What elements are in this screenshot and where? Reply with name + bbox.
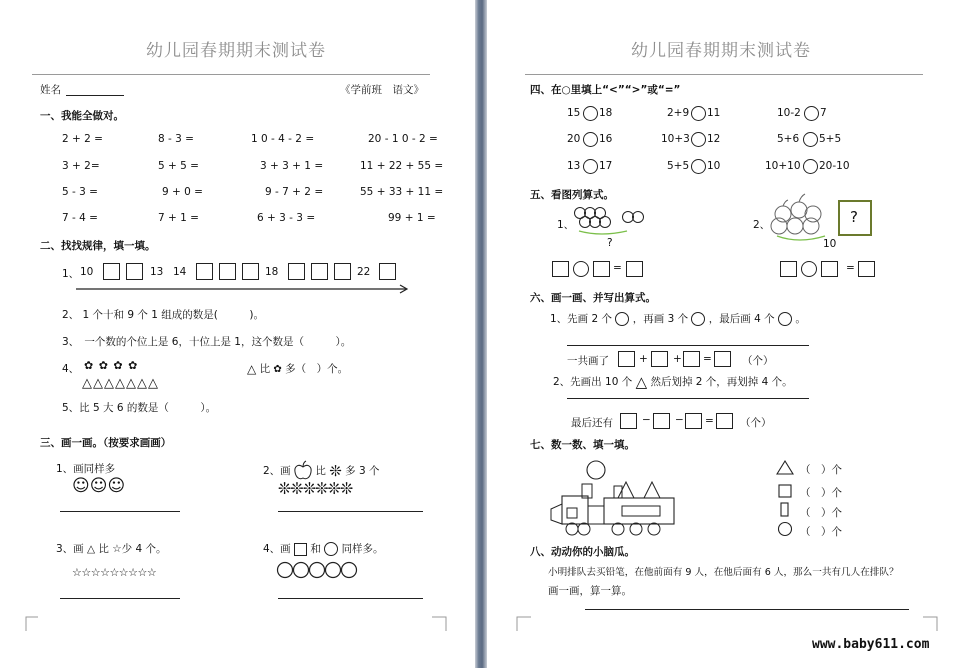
rest-label: 最后还有	[571, 417, 613, 429]
answer-box[interactable]	[714, 351, 731, 367]
section-5-heading: 五、看图列算式。	[530, 189, 614, 201]
compare-word: 比	[259, 363, 271, 375]
draw-task-1-text: 1、先画 2 个	[550, 313, 613, 325]
plus-sign: +	[673, 353, 682, 365]
sun-icon: ❊	[329, 462, 342, 480]
flower-row: ✿ ✿ ✿ ✿	[84, 359, 139, 372]
section-2-heading: 二、找找规律，填一填。	[40, 240, 156, 252]
square-icon	[778, 484, 792, 498]
draw-question-2	[263, 461, 380, 481]
equals-sign: =	[846, 262, 855, 274]
compare-right: 10	[707, 160, 721, 172]
math-item: 5 - 3 =	[62, 186, 98, 198]
answer-box[interactable]	[780, 261, 797, 277]
answer-box[interactable]	[552, 261, 569, 277]
compare-left: 10+3	[661, 133, 690, 145]
star-row: ☆☆☆☆☆☆☆☆☆	[72, 566, 157, 579]
minus-sign: −	[675, 414, 684, 426]
draw-task-1-text: ，再画 3 个	[632, 313, 689, 325]
draw-q4-and: 和	[310, 543, 321, 555]
class-info: 《学前班 语文》	[340, 84, 424, 96]
mystery-box	[838, 200, 872, 236]
equals-sign: =	[613, 262, 622, 274]
draw-question-4	[263, 541, 384, 556]
math-item: 11 + 22 + 55 =	[360, 160, 444, 172]
answer-box[interactable]	[626, 261, 643, 277]
answer-line	[567, 398, 809, 399]
answer-box[interactable]	[379, 263, 396, 280]
compare-circle[interactable]	[804, 106, 819, 121]
answer-box[interactable]	[685, 413, 702, 429]
name-blank	[66, 95, 124, 96]
compare-left: 2+9	[667, 107, 690, 119]
draw-question-3: 3、画 △ 比 ☆少 4 个。	[56, 543, 167, 555]
answer-box[interactable]	[196, 263, 213, 280]
compare-left: 20	[567, 133, 581, 145]
compare-circle[interactable]	[691, 159, 706, 174]
word-problem: 小明排队去买铅笔，在他前面有 9 人，在他后面有 6 人，那么一共有几人在排队？	[548, 567, 899, 578]
page-corner-mark	[923, 617, 935, 629]
math-item: 5 + 5 =	[158, 160, 199, 172]
unit-label: （个）	[740, 417, 772, 429]
draw-q2-compare: 比	[315, 465, 326, 477]
page-corner-mark	[432, 617, 444, 629]
answer-box[interactable]	[683, 351, 700, 367]
math-item: 8 - 3 =	[158, 133, 194, 145]
answer-box[interactable]	[858, 261, 875, 277]
sequence-number: 18	[265, 266, 279, 278]
answer-box[interactable]	[618, 351, 635, 367]
plus-sign: +	[639, 353, 648, 365]
answer-box[interactable]	[593, 261, 610, 277]
apple-icon	[294, 461, 312, 481]
draw-q2-text: 2、画	[263, 465, 291, 477]
unit-label: （个）	[742, 355, 774, 367]
compare-left: 15	[567, 107, 581, 119]
answer-line	[278, 511, 423, 512]
equals-sign: =	[703, 353, 712, 365]
sequence-number: 22	[357, 266, 371, 278]
smiley-row: ☺☺☺	[72, 476, 126, 496]
sun-row: ❊❊❊❊❊❊	[278, 479, 353, 498]
compare-right: 20-10	[819, 160, 850, 172]
answer-box[interactable]	[821, 261, 838, 277]
number-line-arrow	[76, 284, 412, 294]
compare-circle[interactable]	[583, 132, 598, 147]
word-problem-hint: 画一画，算一算。	[548, 585, 632, 597]
operator-circle[interactable]	[573, 261, 589, 277]
draw-task-1	[550, 311, 806, 326]
math-item: 9 - 7 + 2 =	[265, 186, 324, 198]
question-3: 3、 一个数的个位上是 6，十位上是 1，这个数是（ ）。	[62, 336, 352, 348]
answer-box[interactable]	[653, 413, 670, 429]
answer-box[interactable]	[126, 263, 143, 280]
math-item: 3 + 3 + 1 =	[260, 160, 324, 172]
train-figure	[550, 460, 680, 540]
math-item: 2 + 2 =	[62, 133, 103, 145]
answer-box[interactable]	[716, 413, 733, 429]
compare-right: 11	[707, 107, 721, 119]
section-1-heading: 一、我能全做对。	[40, 110, 124, 122]
compare-right: 18	[599, 107, 613, 119]
circle-row	[276, 561, 358, 579]
page-corner-mark	[26, 617, 38, 629]
page-divider	[475, 0, 487, 668]
total-label: 10	[823, 238, 837, 250]
minus-sign: −	[642, 414, 651, 426]
section-4-heading: 四、在○里填上“<”“>”或“=”	[530, 84, 681, 96]
math-item: 99 + 1 =	[388, 212, 436, 224]
math-item: 3 + 2=	[62, 160, 100, 172]
draw-task-1-text: 。	[795, 313, 806, 325]
page-title: 幼儿园春期期末测试卷	[631, 41, 811, 61]
triangle-icon	[776, 460, 794, 475]
question-2: 2、 1 个十和 9 个 1 组成的数是( )。	[62, 309, 264, 321]
question-number: 1、	[62, 268, 80, 280]
compare-text	[247, 361, 348, 376]
operator-circle[interactable]	[801, 261, 817, 277]
triangle-icon: △	[635, 373, 648, 391]
answer-box[interactable]	[242, 263, 259, 280]
page-corner-mark	[517, 617, 529, 629]
count-blank: （ ）个	[800, 526, 842, 538]
triangle-row: △△△△△△△	[82, 376, 159, 391]
answer-line	[567, 345, 809, 346]
flower-icon: ✿	[273, 363, 282, 375]
compare-circle[interactable]	[691, 132, 706, 147]
section-3-heading: 三、画一画。（按要求画画）	[40, 437, 172, 449]
answer-box[interactable]	[334, 263, 351, 280]
answer-box[interactable]	[103, 263, 120, 280]
draw-task-2-text: 然后划掉 2 个，再划掉 4 个。	[650, 376, 793, 388]
compare-tail: 多（ ）个。	[285, 363, 349, 375]
page-title: 幼儿园春期期末测试卷	[146, 41, 326, 61]
rectangle-icon	[780, 502, 790, 518]
answer-box[interactable]	[219, 263, 236, 280]
draw-q4-tail: 同样多。	[341, 543, 384, 555]
count-blank: （ ）个	[800, 487, 842, 499]
name-label: 姓名	[40, 84, 61, 96]
compare-left: 5+6	[777, 133, 800, 145]
math-item: 9 + 0 =	[162, 186, 203, 198]
triangle-icon: △	[247, 362, 257, 376]
draw-q2-tail: 多 3 个	[345, 465, 380, 477]
exam-page-right	[487, 0, 961, 668]
mystery-box-mark: ?	[850, 208, 858, 226]
apples-figure	[769, 192, 831, 248]
header-rule	[525, 74, 923, 75]
circle-icon	[691, 312, 705, 326]
compare-right: 17	[599, 160, 613, 172]
question-number: 4、	[62, 363, 80, 375]
compare-left: 13	[567, 160, 581, 172]
answer-box[interactable]	[651, 351, 668, 367]
compare-left: 10+10	[765, 160, 801, 172]
compare-right: 16	[599, 133, 613, 145]
section-7-heading: 七、数一数、填一填。	[530, 439, 635, 451]
count-blank: （ ）个	[800, 507, 842, 519]
compare-right: 12	[707, 133, 721, 145]
math-item: 20 - 1 0 - 2 =	[368, 133, 438, 145]
circle-icon	[615, 312, 629, 326]
draw-task-2-text: 2、先画出 10 个	[553, 376, 633, 388]
compare-circle[interactable]	[803, 132, 818, 147]
section-6-heading: 六、画一画、并写出算式。	[530, 292, 656, 304]
circle-icon	[778, 312, 792, 326]
answer-box[interactable]	[620, 413, 637, 429]
exam-page-left	[0, 0, 475, 668]
question-number: 2、	[753, 219, 771, 231]
sequence-number: 10	[80, 266, 94, 278]
question-number: 1、	[557, 219, 575, 231]
math-item: 55 + 33 + 11 =	[360, 186, 444, 198]
square-icon	[294, 543, 307, 556]
math-item: 6 + 3 - 3 =	[257, 212, 316, 224]
math-item: 7 - 4 =	[62, 212, 98, 224]
compare-left: 10-2	[777, 107, 801, 119]
equals-sign: =	[705, 415, 714, 427]
sequence-number: 14	[173, 266, 187, 278]
total-label: 一共画了	[567, 355, 609, 367]
compare-circle[interactable]	[583, 159, 598, 174]
circle-icon	[777, 521, 793, 537]
question-5: 5、比 5 大 6 的数是（ ）。	[62, 402, 217, 414]
sequence-number: 13	[150, 266, 164, 278]
draw-q4-text: 4、画	[263, 543, 291, 555]
draw-task-1-text: ，最后画 4 个	[708, 313, 775, 325]
answer-box[interactable]	[288, 263, 305, 280]
count-blank: （ ）个	[800, 464, 842, 476]
answer-line	[60, 598, 180, 599]
math-item: 1 0 - 4 - 2 =	[251, 133, 315, 145]
answer-box[interactable]	[311, 263, 328, 280]
compare-circle[interactable]	[583, 106, 598, 121]
question-mark: ?	[607, 237, 613, 249]
math-item: 7 + 1 =	[158, 212, 199, 224]
circle-icon	[324, 542, 338, 556]
compare-right: 7	[820, 107, 827, 119]
compare-right: 5+5	[819, 133, 842, 145]
answer-line	[60, 511, 180, 512]
answer-line	[585, 609, 909, 610]
compare-left: 5+5	[667, 160, 690, 172]
answer-line	[278, 598, 423, 599]
compare-circle[interactable]	[803, 159, 818, 174]
watermark: www.baby611.com	[812, 637, 930, 652]
compare-circle[interactable]	[691, 106, 706, 121]
draw-question-1: 1、画同样多	[56, 463, 116, 475]
header-rule	[32, 74, 430, 75]
section-8-heading: 八、动动你的小脑瓜。	[530, 546, 635, 558]
draw-task-2	[553, 373, 793, 391]
circle-groups-figure	[571, 205, 647, 239]
